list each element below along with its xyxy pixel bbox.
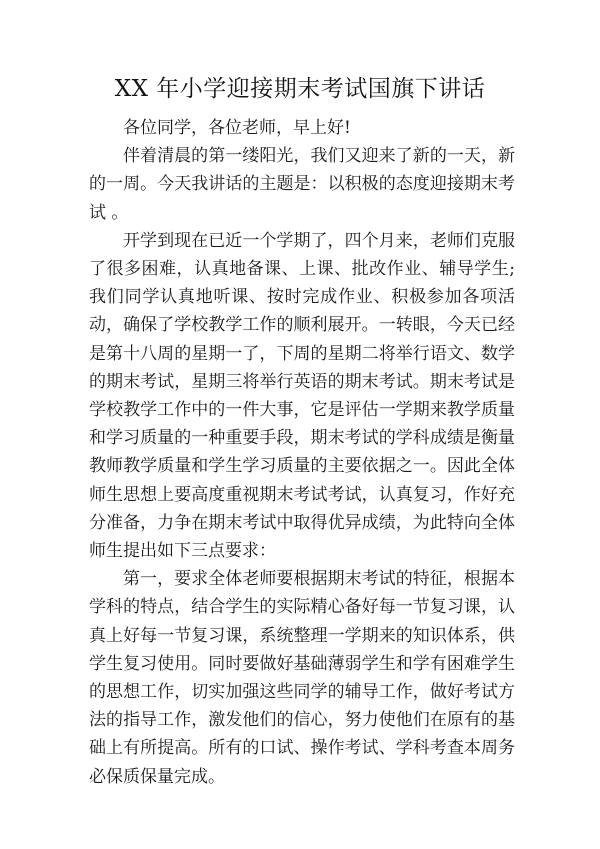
paragraph-greeting: 各位同学，各位老师，早上好! — [123, 118, 351, 138]
paragraph-semester-review: 开学到现在已近一个学期了，四个月来，老师们克服了很多困难，认真地备课、上课、批改作业、辅导学生;我们同学认真地听课、按时完成作业、积极参加各项活动，确保了学校教学工作的顺利展开。一转眼，今天已经是第十八周的星期一了，下周的星期二将举行语文、数学的期末考试，星期三将举行英语的期末考试。期末考试是学校教学工作中的一件大事，它是评估一学期来教学质量和学习质量的一种重要手段，期末考试的学科成绩是衡量教师教学质量和学生学习质量的主要依据之一。因此全体师生思想上要高度重视期末考试考试，认真复习，作好充分准备，力争在期末考试中取得优异成绩，为此特向全体师生提出如下三点要求： — [89, 230, 515, 562]
document-body — [89, 114, 515, 791]
paragraph-first-requirement: 第一，要求全体老师要根据期末考试的特征，根据本学科的特点，结合学生的实际精心备好每一节复习课，认真上好每一节复习课，系统整理一学期来的知识体系，供学生复习使用。同时要做好基础薄弱学生和学有困难学生的思想工作，切实加强这些同学的辅导工作，做好考试方法的指导工作，激发他们的信心，努力使他们在原有的基础上有所提高。所有的口试、操作考试、学科考查本周务必保质保量完成。 — [89, 569, 515, 787]
paragraph-intro: 伴着清晨的第一缕阳光，我们又迎来了新的一天，新的一周。今天我讲话的主题是：以积极的态度迎接期末考试 。 — [89, 146, 515, 223]
document-title: XX 年小学迎接期末考试国旗下讲话 — [114, 76, 486, 102]
